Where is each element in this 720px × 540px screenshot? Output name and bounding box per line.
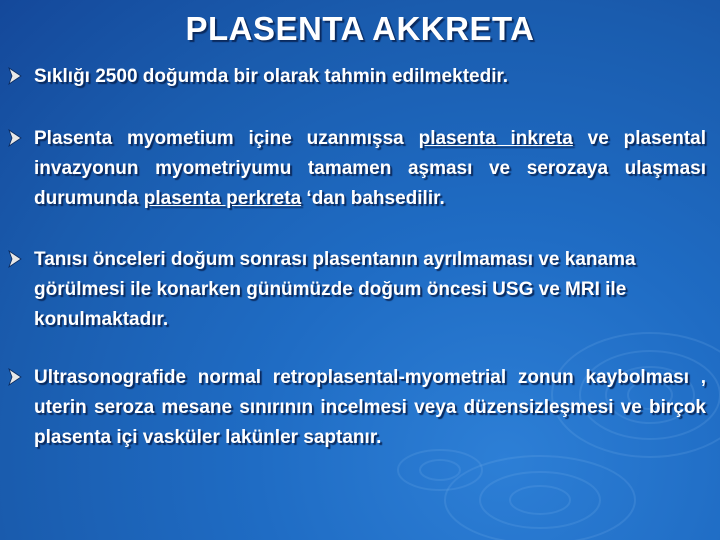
bullet-text-2-part3: ‘dan bahsedilir. <box>306 188 445 209</box>
bullet-text-4: Ultrasonografide normal retroplasental-myometrial zonun kaybolması , uterin seroza mesane sınırının incelmesi veya düzensizleşmesi ve birçok plasenta içi vasküler lakünler saptanır. <box>34 367 706 448</box>
plasenta-perkreta-term: plasenta perkreta <box>143 188 302 209</box>
bullet-item-1 <box>6 62 706 93</box>
bullet-item-2 <box>6 124 706 214</box>
bullet-list <box>6 62 706 453</box>
arrow-right-bullet-icon <box>6 363 34 394</box>
bullet-text-1: Sıklığı 2500 doğumda bir olarak tahmin edilmektedir. <box>34 66 509 87</box>
bullet-item-4 <box>6 363 706 453</box>
bullet-text-2-part2: ve plasental invazyonun myometriyumu tamamen aşması ve serozaya ulaşması durumunda <box>34 128 707 209</box>
bullet-item-3 <box>6 245 706 335</box>
arrow-right-bullet-icon <box>6 124 34 155</box>
arrow-right-bullet-icon <box>6 62 34 93</box>
bullet-text-2 <box>34 124 706 214</box>
bullet-text-2-part1: Plasenta myometium içine uzanmışsa <box>34 128 404 149</box>
arrow-right-bullet-icon <box>6 245 34 276</box>
slide-title: PLASENTA AKKRETA <box>185 10 535 47</box>
bullet-text-3: Tanısı önceleri doğum sonrası plasentanın ayrılmaması ve kanama görülmesi ile konarken günümüzde doğum öncesi USG ve MRI ile konulmaktadır. <box>34 249 636 330</box>
plasenta-inkreta-term: plasenta inkreta <box>418 128 573 149</box>
